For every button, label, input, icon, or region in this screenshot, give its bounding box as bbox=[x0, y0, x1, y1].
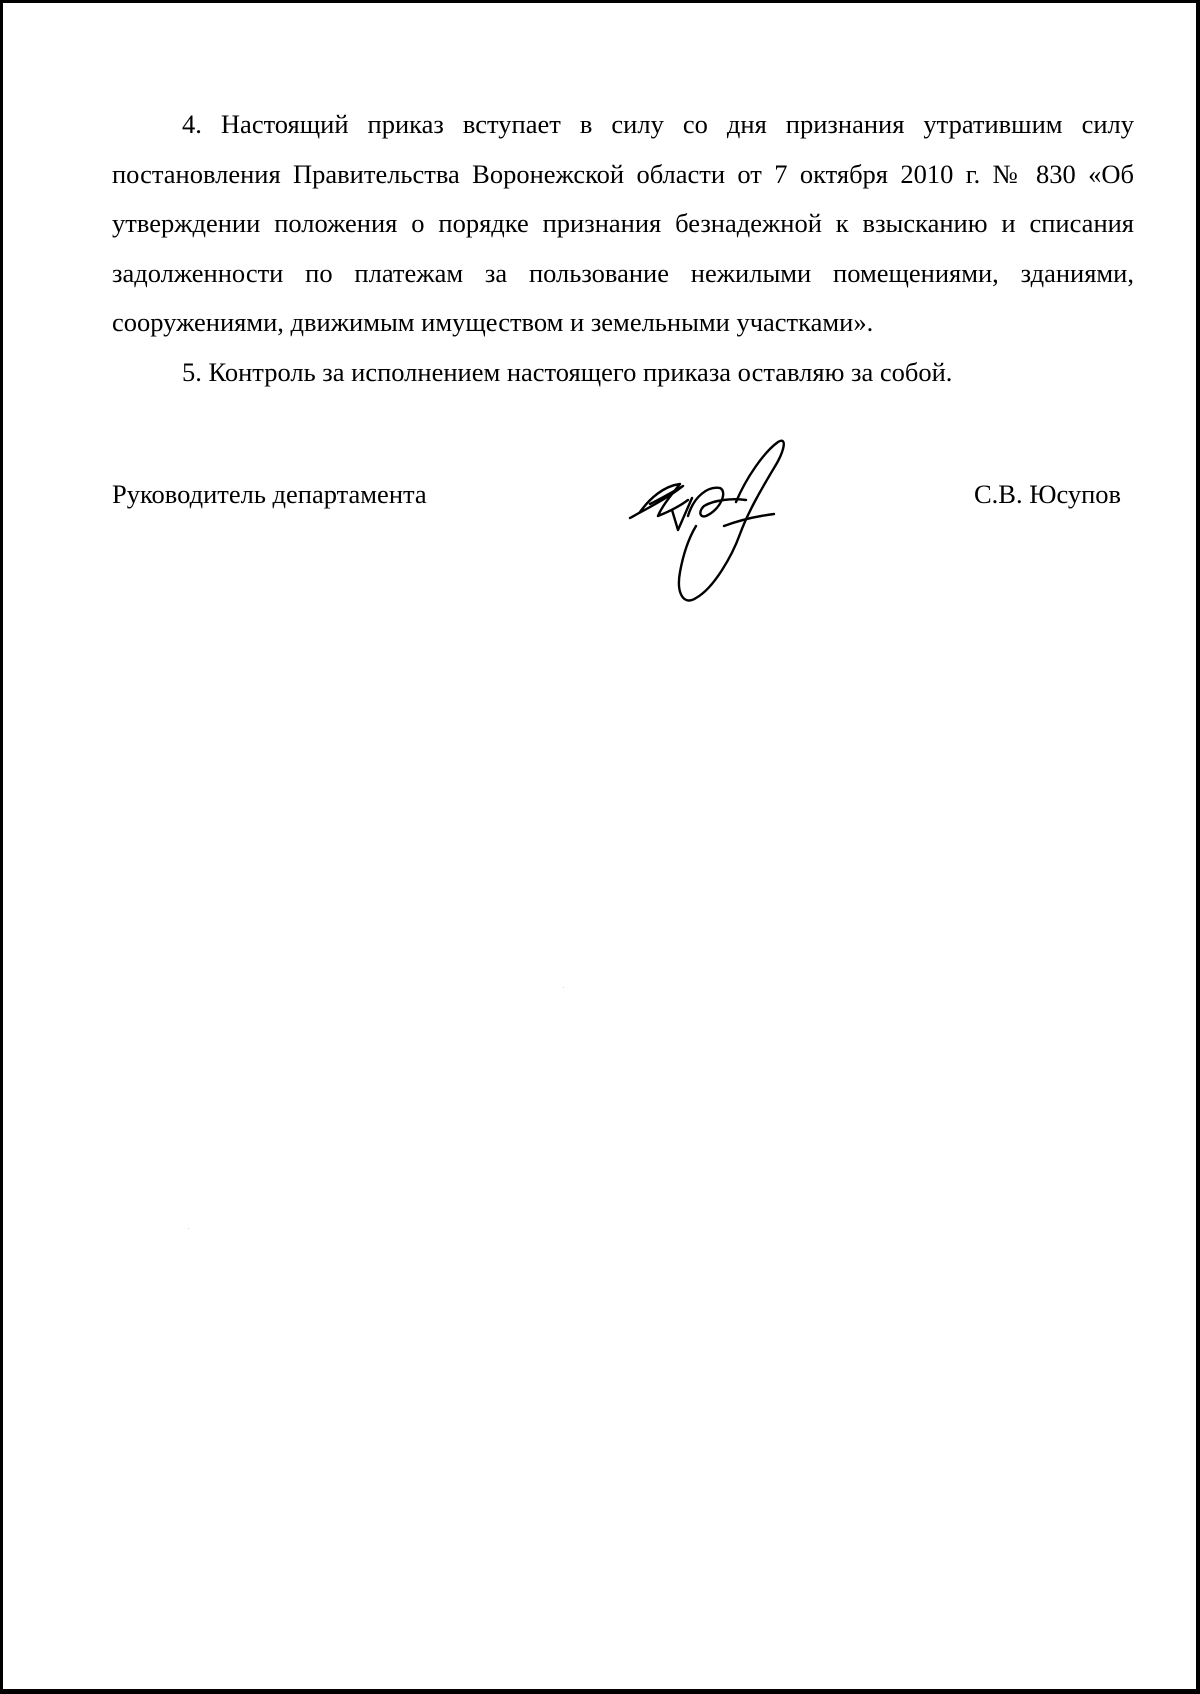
paragraph-5: 5. Контроль за исполнением настоящего приказа оставляю за собой. bbox=[182, 356, 953, 387]
signatory-name: С.В. Юсупов bbox=[974, 479, 1122, 509]
document-body bbox=[112, 100, 1134, 397]
paragraph-4: 4. Настоящий приказ вступает в силу со дня признания утратившим силу постановления Правительства Воронежской области от 7 октября 2010 г. № 830 «Об утверждении положения о порядке признания безнадежной к взысканию и списания задолженности по платежам за пользование нежилыми помещениями, зданиями, сооружениями, движимым имуществом и земельными участками». bbox=[112, 109, 1134, 337]
scan-speck bbox=[563, 987, 564, 988]
signatory-position: Руководитель департамента bbox=[112, 479, 427, 509]
scan-speck bbox=[188, 1228, 189, 1229]
handwritten-signature bbox=[628, 438, 808, 608]
